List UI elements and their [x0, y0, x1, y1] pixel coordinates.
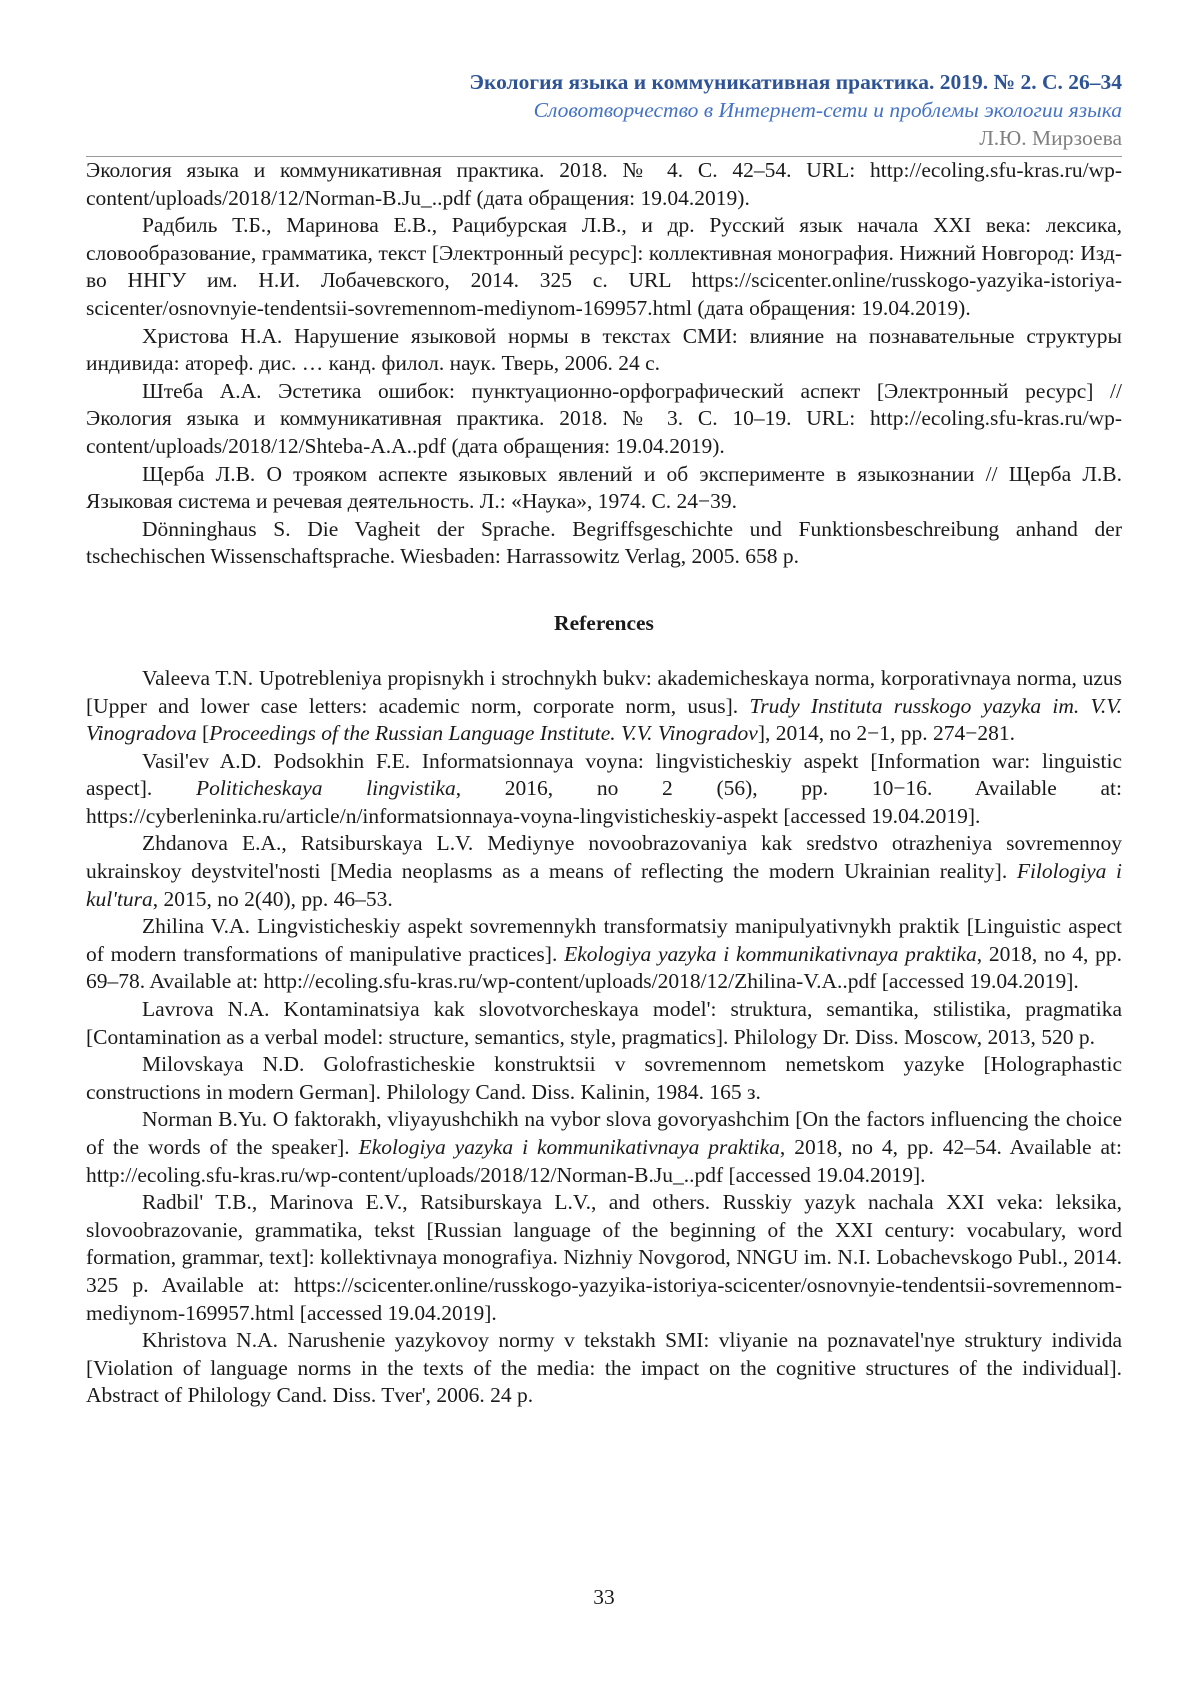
reference-text: Lavrova N.A. Kontaminatsiya kak slovotvorcheskaya model': struktura, semantika, stilistika, pragmatika [Contamination as a verbal model: structure, semantics, style, pragmatics]. Philology Dr. Diss. Moscow, 2013, 520 p.	[86, 997, 1122, 1049]
reference-text: Vasil'ev A.D. Podsokhin F.E. Informatsionnaya voyna: lingvisticheskiy aspekt [Information war: linguistic aspect].	[86, 748, 1122, 801]
reference-source-title: Ekologiya yazyka i kommunikativnaya praktika	[358, 1135, 780, 1159]
page-number: 33	[593, 1585, 615, 1609]
reference-text: [	[196, 721, 210, 746]
reference-entry	[86, 1051, 1122, 1106]
reference-text: Norman B.Yu. O faktorakh, vliyayushchikh na vybor slova govoryashchim [On the factors influencing the choice of the words of the speaker].	[86, 1107, 1122, 1159]
references-heading: References	[554, 610, 654, 635]
reference-text: Zhdanova E.A., Ratsiburskaya L.V. Mediynye novoobrazovaniya kak sredstvo otrazheniya sovremennoy ukrainskoy deystvitel'nosti [Media neoplasms as a means of reflecting the modern Ukrainian reality].	[86, 831, 1122, 884]
bibliography-entry: Щерба Л.В. О трояком аспекте языковых явлений и об эксперименте в языкознании // Щерба Л.В. Языковая система и речевая деятельность. Л.: «Наука», 1974. С. 24−39.	[86, 461, 1122, 514]
bibliography-entry: Радбиль Т.Б., Маринова Е.В., Рацибурская Л.В., и др. Русский язык начала XXI века: лексика, словообразование, грамматика, текст [Электронный ресурс]: коллективная монография. Нижний Новгород: Изд-во ННГУ им. Н.И. Лобачевского, 2014. 325 с. URL https://scicenter.online/russkogo-yazyika-istoriya-scicenter/osnovnyie-tendentsii-sovremennom-mediynom-169957.html (дата обращения: 19.04.2019).	[86, 213, 1122, 320]
references-list	[86, 665, 1122, 1410]
reference-entry	[86, 665, 1122, 748]
reference-text: , 2018, no 4, pp. 69–78. Available at: http://ecoling.sfu-kras.ru/wp-content/uploads/2018/12/Zhilina-V.A..pdf [accessed 19.04.2019].	[86, 941, 1122, 994]
reference-text: Radbil' T.B., Marinova E.V., Ratsiburskaya L.V., and others. Russkiy yazyk nachala XXI veka: leksika, slovoobrazovanie, grammatika, tekst [Russian language of the beginning of the XXI century: vocabulary, word formation, grammar, text]: kollektivnaya monografiya. Nizhniy Novgorod, NNGU im. N.I. Lobachevskogo Publ., 2014. 325 p. Available at: https://scicenter.online/russkogo-yazyika-istoriya-scicenter/osnovnyie-tendentsii-sovremennom-mediynom-169957.html [accessed 19.04.2019].	[86, 1190, 1122, 1325]
reference-entry	[86, 913, 1122, 996]
journal-title: Экология языка и коммуникативная практика. 2019. № 2. С. 26–34	[469, 70, 1122, 94]
reference-entry	[86, 830, 1122, 913]
reference-text: Milovskaya N.D. Golofrasticheskie konstruktsii v sovremennom nemetskom yazyke [Holographastic constructions in modern German]. Philology Cand. Diss. Kalinin, 1984. 165 з.	[86, 1052, 1122, 1104]
reference-entry	[86, 748, 1122, 831]
reference-text: , 2015, no 2(40), pp. 46–53.	[152, 886, 393, 911]
rubric-title: Словотворчество в Интернет-сети и проблемы экологии языка	[533, 98, 1122, 122]
reference-text: , 2016, no 2 (56), pp. 10−16. Available at: https://cyberleninka.ru/article/n/informatsionnaya-voyna-lingvisticheskiy-aspekt [accessed 19.04.2019].	[86, 776, 1122, 828]
bibliography-entry: Dönninghaus S. Die Vagheit der Sprache. Begriffsgeschichte und Funktionsbeschreibung anhand der tschechischen Wissenschaftsprache. Wiesbaden: Harrassowitz Verlag, 2005. 658 p.	[86, 516, 1122, 569]
bibliography-entry: Штеба А.А. Эстетика ошибок: пунктуационно-орфографический аспект [Электронный ресурс] // Экология языка и коммуникативная практика. 2018. № 3. С. 10–19. URL: http://ecoling.sfu-kras.ru/wp-content/uploads/2018/12/Shteba-A.A..pdf (дата обращения: 19.04.2019).	[86, 378, 1122, 458]
bibliography-entry: Экология языка и коммуникативная практика. 2018. № 4. С. 42–54. URL: http://ecoling.sfu-kras.ru/wp-content/uploads/2018/12/Norman-B.Ju_..pdf (дата обращения: 19.04.2019).	[86, 158, 1122, 210]
reference-source-title: Ekologiya yazyka i kommunikativnaya praktika	[564, 941, 977, 966]
reference-entry	[86, 996, 1122, 1051]
running-header	[86, 68, 1122, 152]
reference-source-title: Filologiya i kul'tura	[86, 859, 1122, 911]
reference-text: ], 2014, no 2−1, pp. 274−281.	[757, 721, 1015, 746]
reference-entry	[86, 1106, 1122, 1189]
reference-text: Khristova N.A. Narushenie yazykovoy normy v tekstakh SMI: vliyanie na poznavatel'nye struktury individa [Violation of language norms in the texts of the media: the impact on the cognitive structures of the individual]. Abstract of Philology Cand. Diss. Tver', 2006. 24 p.	[86, 1328, 1122, 1408]
main-text	[86, 157, 1122, 1410]
reference-entry	[86, 1327, 1122, 1410]
reference-source-title: Proceedings of the Russian Language Institute. V.V. Vinogradov	[209, 721, 758, 746]
reference-source-title: Trudy Instituta russkogo yazyka im. V.V. Vinogradova	[86, 693, 1122, 746]
reference-text: Valeeva T.N. Upotrebleniya propisnykh i strochnykh bukv: akademicheskaya norma, korporativnaya norma, uzus [Upper and lower case letters: academic norm, corporate norm, usus].	[86, 665, 1122, 718]
author-name: Л.Ю. Мирзоева	[979, 126, 1122, 150]
reference-source-title: Politicheskaya lingvistika	[195, 776, 456, 801]
reference-text: , 2018, no 4, pp. 42–54. Available at: http://ecoling.sfu-kras.ru/wp-content/uploads/2018/12/Norman-B.Ju_..pdf [accessed 19.04.2019].	[86, 1135, 1122, 1187]
reference-text: Zhilina V.A. Lingvisticheskiy aspekt sovremennykh transformatsiy manipulyativnykh praktik [Linguistic aspect of modern transformations of manipulative practices].	[86, 914, 1122, 966]
literature-list	[86, 157, 1122, 571]
bibliography-entry: Христова Н.А. Нарушение языковой нормы в текстах СМИ: влияние на познавательные структуры индивида: атореф. дис. … канд. филол. наук. Тверь, 2006. 24 с.	[86, 323, 1122, 376]
reference-entry	[86, 1189, 1122, 1327]
